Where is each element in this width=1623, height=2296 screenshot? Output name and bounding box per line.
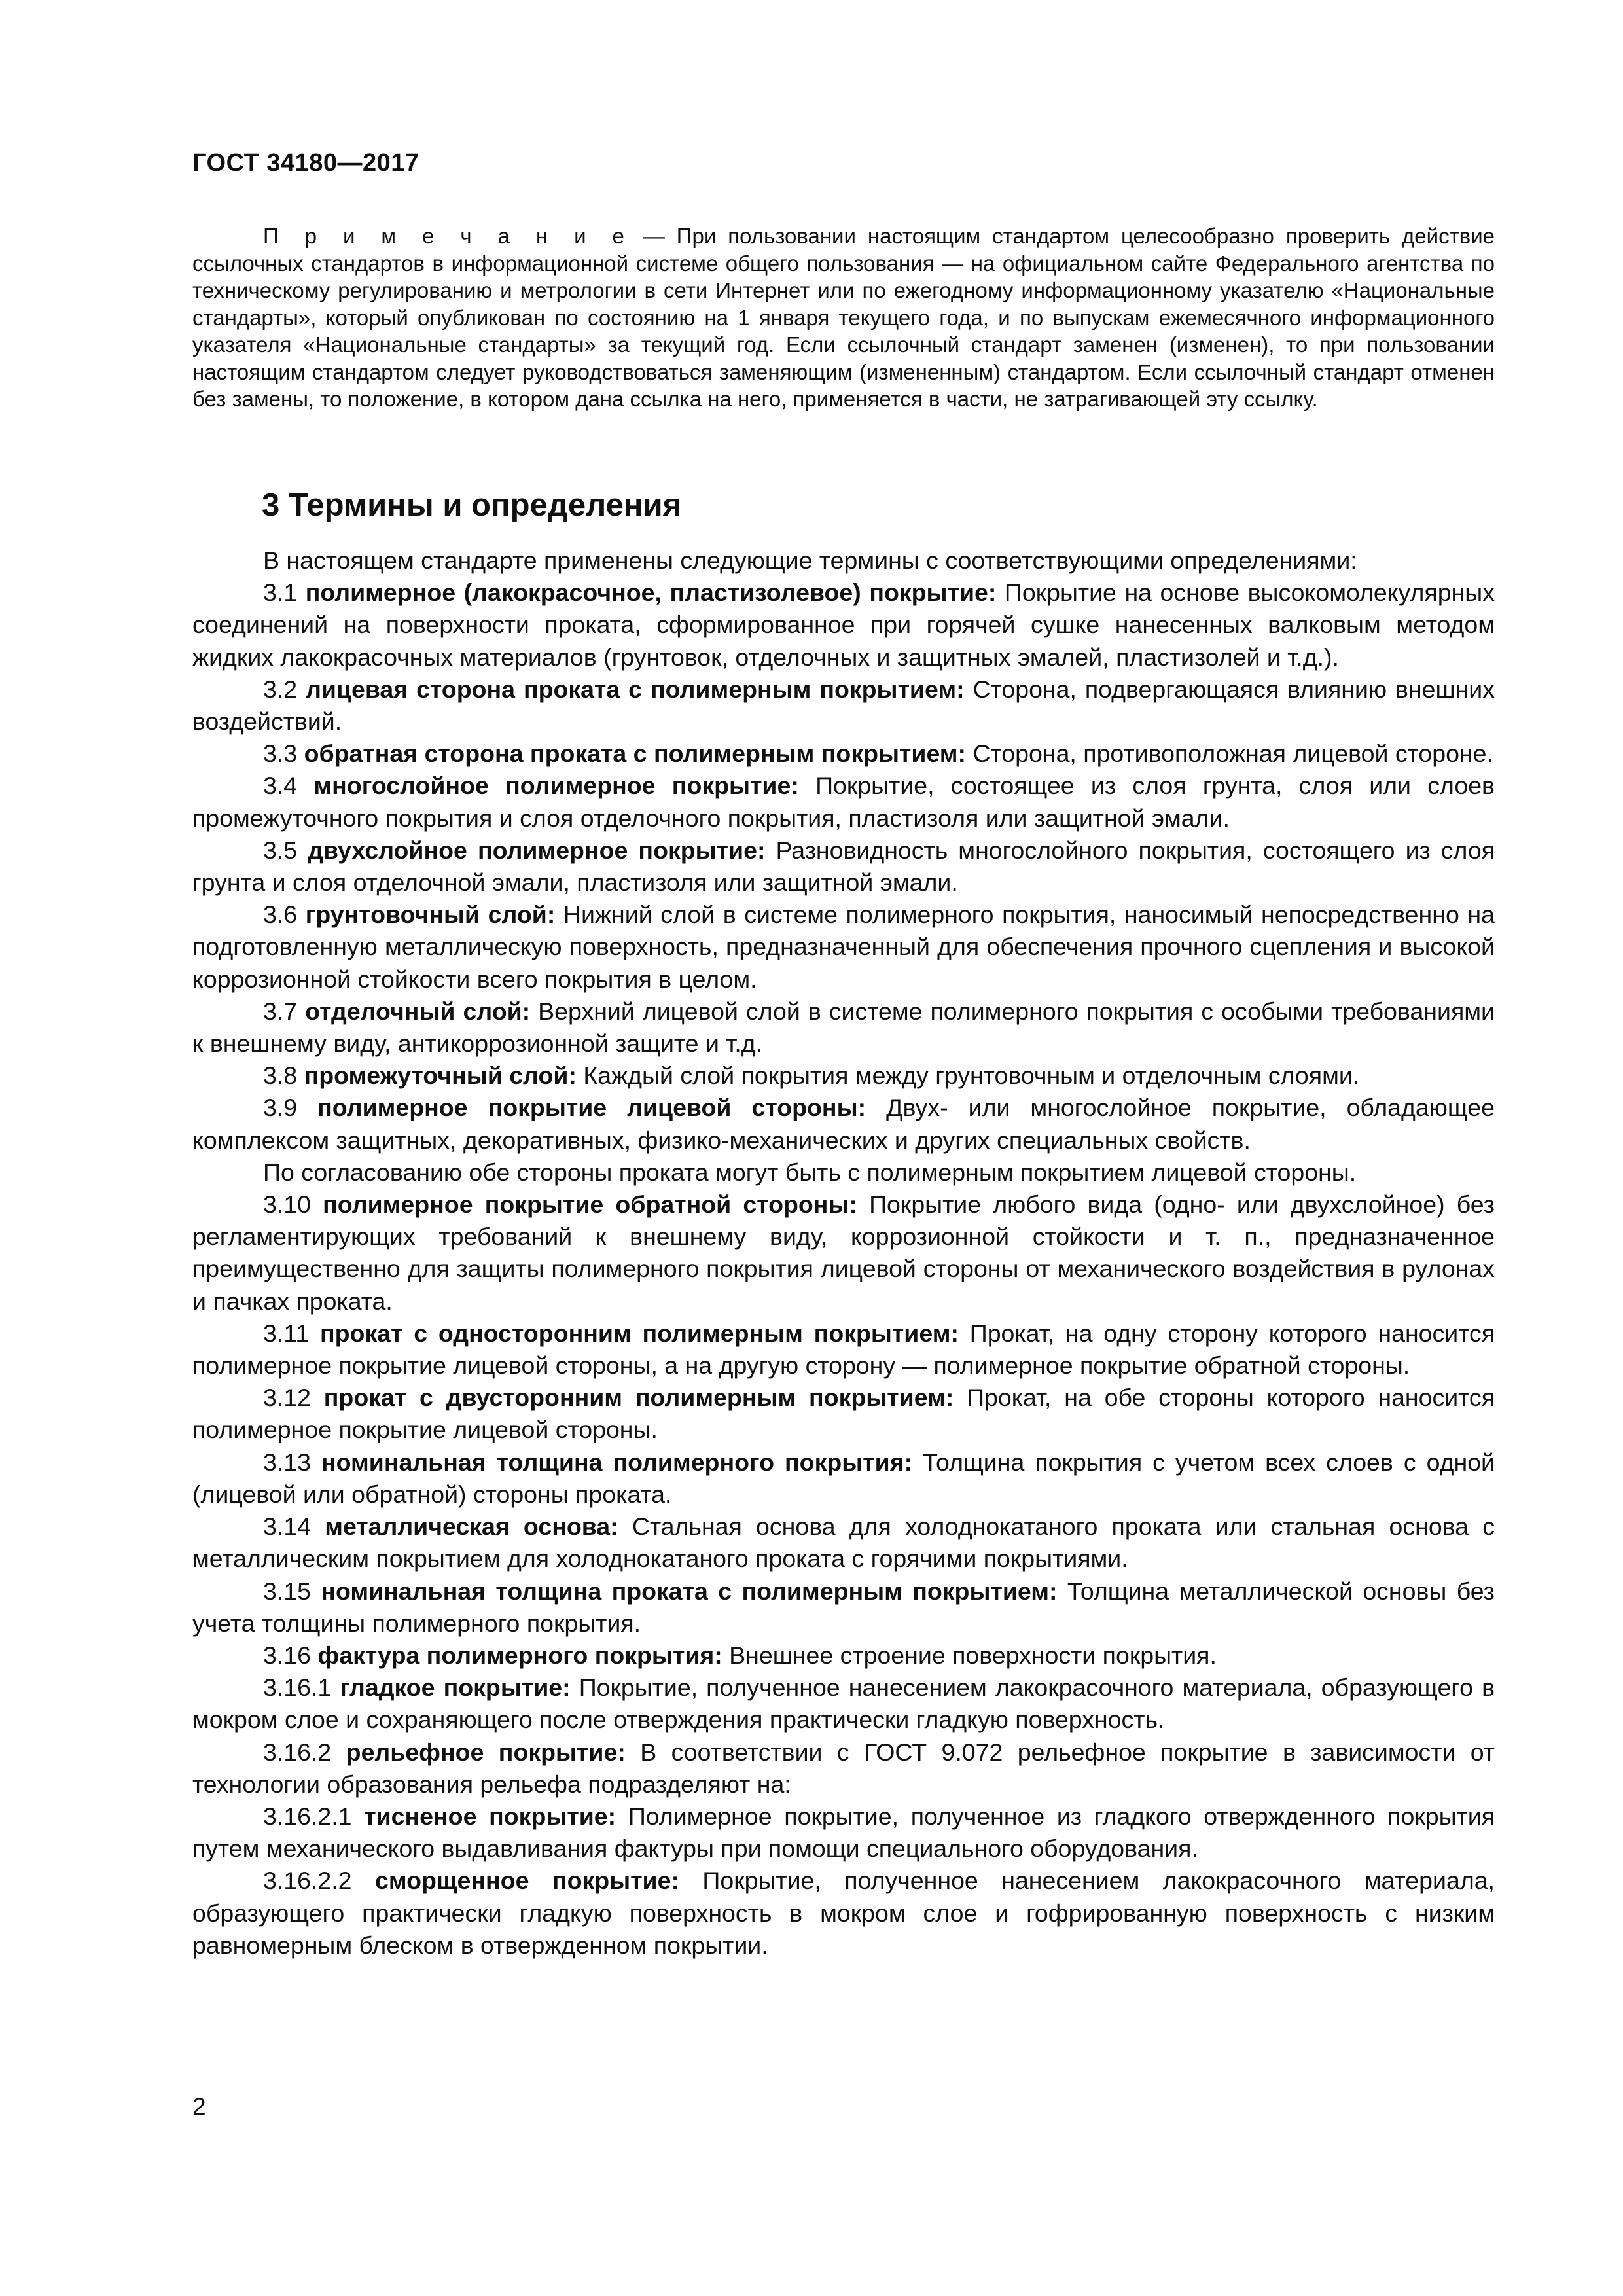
term-paragraph: [192, 738, 1495, 770]
term-paragraph: [192, 1092, 1495, 1156]
term-definition: Прокат, на обе стороны которого наносится полимерное покрытие лицевой стороны.: [192, 1384, 1495, 1444]
term-number: 3.4: [263, 772, 314, 800]
term-paragraph: [192, 1060, 1495, 1092]
section-title: 3 Термины и определения: [262, 488, 682, 523]
term-definition: Каждый слой покрытия между грунтовочным и отделочным слоями.: [576, 1062, 1360, 1090]
note-block: [192, 223, 1495, 413]
term-name: рельефное покрытие:: [346, 1738, 626, 1766]
term-number: 3.16.2.2: [263, 1867, 375, 1895]
term-definition: Покрытие, полученное нанесением лакокрасочного материала, образующего практически гладкую поверхность в мокром слое и гофрированную поверхность с низким равномерным блеском в отвержденном покрытии.: [192, 1867, 1495, 1959]
term-number: 3.9: [263, 1094, 318, 1122]
term-paragraph: [192, 1801, 1495, 1865]
term-number: 3.13: [263, 1448, 321, 1476]
term-number: 3.6: [263, 901, 306, 929]
term-number: 3.7: [263, 997, 306, 1025]
term-paragraph: [192, 1511, 1495, 1575]
term-name: двухслойное полимерное покрытие:: [308, 836, 766, 864]
term-paragraph: [192, 1736, 1495, 1801]
term-definition: Внешнее строение поверхности покрытия.: [722, 1641, 1217, 1669]
document-header: ГОСТ 34180—2017: [192, 149, 419, 177]
term-number: 3.5: [263, 836, 308, 864]
term-paragraph: [192, 1446, 1495, 1511]
term-paragraph: [192, 1672, 1495, 1736]
term-paragraph: [192, 1640, 1495, 1672]
term-name: металлическая основа:: [325, 1513, 618, 1541]
term-name: гладкое покрытие:: [340, 1674, 571, 1702]
term-paragraph: [192, 1157, 1495, 1189]
term-definition: Прокат, на одну сторону которого наносится полимерное покрытие лицевой стороны, а на другую сторону — полимерное покрытие обратной стороны.: [192, 1319, 1495, 1380]
term-definition: Сторона, противоположная лицевой стороне.: [966, 740, 1493, 768]
term-name: фактура полимерного покрытия:: [317, 1641, 722, 1669]
term-number: 3.2: [263, 675, 306, 703]
term-name: номинальная толщина полимерного покрытия:: [321, 1448, 913, 1476]
term-number: 3.16.2: [263, 1738, 346, 1766]
term-definition: Покрытие любого вида (одно- или двухслойное) без регламентирующих требований к внешнему виду, коррозионной стойкости и т. п., предназначенное преимущественно для защиты полимерного покрытия лицевой стороны от механического воздействия в рулонах и пачках проката.: [192, 1191, 1495, 1315]
term-paragraph: [192, 1865, 1495, 1962]
term-definition: По согласованию обе стороны проката могут быть с полимерным покрытием лицевой стороны.: [263, 1158, 1357, 1186]
term-paragraph: [192, 1575, 1495, 1640]
term-number: 3.10: [263, 1191, 323, 1219]
term-number: 3.16.2.1: [263, 1802, 365, 1830]
note-text: — При пользовании настоящим стандартом целесообразно проверить действие ссылочных стандартов в информационной системе общего пользования — на официальном сайте Федерального агентства по техническому регулированию и метрологии в сети Интернет или по ежегодному информационному указателю «Национальные стандарты», который опубликован по состоянию на 1 января текущего года, и по выпускам ежемесячного информационного указателя «Национальные стандарты» за текущий год. Если ссылочный стандарт заменен (изменен), то при пользовании настоящим стандартом следует руководствоваться заменяющим (измененным) стандартом. Если ссылочный стандарт отменен без замены, то положение, в котором дана ссылка на него, применяется в части, не затрагивающей эту ссылку.: [192, 224, 1495, 411]
term-name: лицевая сторона проката с полимерным покрытием:: [306, 675, 965, 703]
page-number: 2: [192, 2093, 206, 2120]
term-definition: Сторона, подвергающаяся влиянию внешних воздействий.: [192, 675, 1495, 736]
term-number: 3.1: [263, 579, 306, 607]
term-definition: Двух- или многослойное покрытие, обладающее комплексом защитных, декоративных, физико-механических и других специальных свойств.: [192, 1094, 1495, 1154]
term-number: 3.15: [263, 1577, 321, 1605]
term-name: полимерное покрытие обратной стороны:: [323, 1191, 857, 1219]
term-name: грунтовочный слой:: [305, 901, 556, 929]
term-definition: Толщина металлической основы без учета толщины полимерного покрытия.: [192, 1577, 1495, 1637]
note-label: П р и м е ч а н и е: [263, 224, 632, 248]
terms-body: [192, 545, 1495, 1962]
term-name: промежуточный слой:: [304, 1062, 577, 1090]
term-definition: Верхний лицевой слой в системе полимерного покрытия с особыми требованиями к внешнему виду, антикоррозионной защите и т.д.: [192, 997, 1495, 1058]
term-paragraph: [192, 770, 1495, 834]
term-paragraph: [192, 577, 1495, 673]
term-number: 3.14: [263, 1513, 325, 1541]
term-definition: Покрытие, полученное нанесением лакокрасочного материала, образующего в мокром слое и сохраняющего после отверждения практически гладкую поверхность.: [192, 1674, 1495, 1734]
intro-paragraph: В настоящем стандарте применены следующие термины с соответствующими определениями:: [263, 547, 1357, 574]
term-definition: Толщина покрытия с учетом всех слоев с одной (лицевой или обратной) стороны проката.: [192, 1448, 1495, 1508]
term-name: отделочный слой:: [305, 997, 531, 1025]
term-number: 3.16.1: [263, 1674, 340, 1702]
term-definition: Покрытие на основе высокомолекулярных соединений на поверхности проката, сформированное при горячей сушке нанесенных валковым методом жидких лакокрасочных материалов (грунтовок, отделочных и защитных эмалей, пластизолей и т.д.).: [192, 579, 1495, 671]
term-paragraph: [192, 673, 1495, 738]
term-definition: Полимерное покрытие, полученное из гладкого отвержденного покрытия путем механического выдавливания фактуры при помощи специального оборудования.: [192, 1802, 1495, 1863]
term-paragraph: [192, 1382, 1495, 1446]
term-name: прокат с односторонним полимерным покрытием:: [320, 1319, 959, 1347]
term-number: 3.8: [263, 1062, 304, 1090]
term-number: 3.12: [263, 1384, 324, 1412]
term-name: полимерное покрытие лицевой стороны:: [317, 1094, 866, 1122]
term-number: 3.16: [263, 1641, 318, 1669]
term-definition: Разновидность многослойного покрытия, состоящего из слоя грунта и слоя отделочной эмали, пластизоля или защитной эмали.: [192, 836, 1495, 897]
term-number: 3.11: [263, 1319, 320, 1347]
term-name: прокат с двусторонним полимерным покрытием:: [323, 1384, 954, 1412]
term-paragraph: [192, 1189, 1495, 1318]
term-name: тисненое покрытие:: [364, 1802, 616, 1830]
term-name: сморщенное покрытие:: [375, 1867, 679, 1895]
term-name: обратная сторона проката с полимерным покрытием:: [304, 740, 967, 768]
term-name: многослойное полимерное покрытие:: [313, 772, 799, 800]
note-paragraph: [192, 223, 1495, 413]
term-paragraph: [192, 899, 1495, 996]
term-paragraph: [192, 834, 1495, 899]
term-name: номинальная толщина проката с полимерным покрытием:: [321, 1577, 1058, 1605]
term-definition: Стальная основа для холоднокатаного проката или стальная основа с металлическим покрытием для холоднокатаного проката с горячими покрытиями.: [192, 1513, 1495, 1573]
term-definition: Покрытие, состоящее из слоя грунта, слоя или слоев промежуточного покрытия и слоя отделочного покрытия, пластизоля или защитной эмали.: [192, 772, 1495, 832]
term-name: полимерное (лакокрасочное, пластизолевое) покрытие:: [305, 579, 997, 607]
term-paragraph: [192, 996, 1495, 1060]
term-number: 3.3: [263, 740, 304, 768]
term-paragraph: [192, 1318, 1495, 1382]
term-definition: Нижний слой в системе полимерного покрытия, наносимый непосредственно на подготовленную металлическую поверхность, предназначенный для обеспечения прочного сцепления и высокой коррозионной стойкости всего покрытия в целом.: [192, 901, 1495, 993]
term-definition: В соответствии с ГОСТ 9.072 рельефное покрытие в зависимости от технологии образования рельефа подразделяют на:: [192, 1738, 1495, 1798]
